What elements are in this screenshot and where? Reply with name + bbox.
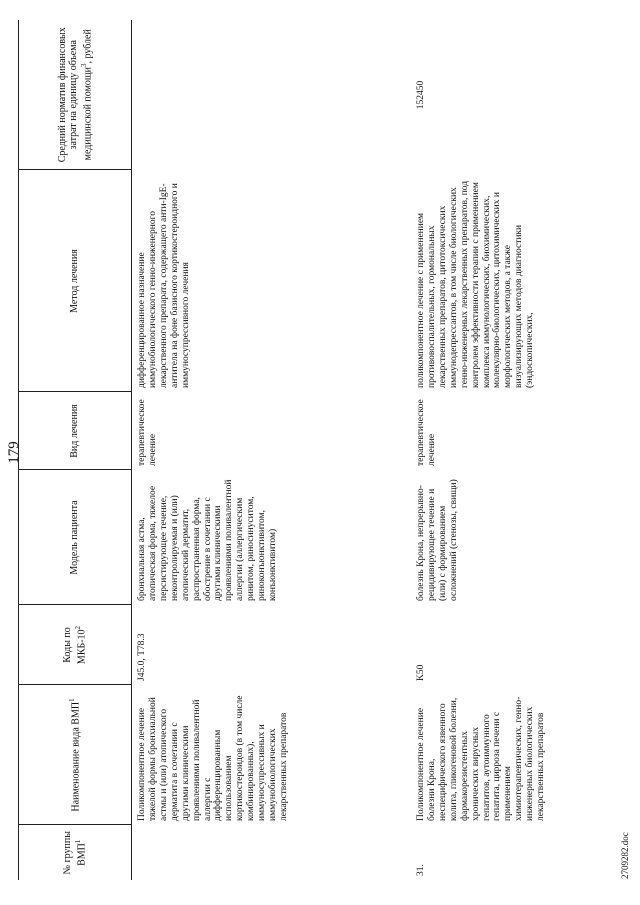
header-model: Модель пациента: [19, 470, 132, 605]
cell-group: 31.: [416, 864, 426, 876]
cell-type: терапевтическое лечение: [137, 399, 158, 466]
table-row: [132, 20, 412, 880]
table-row: [411, 20, 640, 880]
cell-group: [132, 825, 412, 880]
header-codes: Коды по МКБ-$10^2$: [19, 605, 132, 685]
header-method: Метод лечения: [19, 170, 132, 392]
cell-codes: J45.0, Т78.3: [137, 633, 147, 681]
cell-name: Поликомпонентное лечение тяжелой формы бронхиальной астмы и (или) атопического дерматита в сочетании с другими клиническими проявлениями поливалентной аллергии с дифференцированным использованием кортикостероидов (в том числе комбинированных), иммуносупрессивных и иммунобиологических лекарственных препаратов: [137, 695, 289, 821]
footer-doc-code: 2709282.doc: [620, 832, 630, 879]
cell-codes: K50: [416, 664, 426, 681]
cell-type: терапевтическое лечение: [416, 399, 437, 466]
cell-method: дифференцированное назначение иммунобиологического генно-инженерного лекарственного препарата, содержащего анти-IgE-антитела на фоне базисного кортикостероидного и иммуносупрессивного лечения: [137, 183, 191, 388]
vmp-table: [18, 20, 640, 880]
cell-cost: 152450: [416, 80, 426, 110]
cell-name: Поликомпонентное лечение болезни Крона, неспецифического язвенного колита, гликогеновой болезни, фармакорезистентных хронических вирусных гепатитов, аутоиммунного гепатита, цирроза печени с применением химиотерапевтических, генно-инженерных биологических лекарственных препаратов: [416, 696, 547, 821]
header-group: № группы ВМП$^1$: [19, 825, 132, 880]
page-number: 179: [6, 441, 22, 464]
header-cost: Средний норматив финансовых затрат на единицу объема медицинской помощи$^3$, рублей: [19, 20, 132, 170]
cell-method: поликомпонентное лечение с применением противовоспалительных, гормональных лекарственных препаратов, цитотоксических иммунодепрессантов, в том числе биологических генно-инженерных лекарственных препаратов, под контролем эффективности терапии с применением комплекса иммунологических, биохимических, молекулярно-биологических, цитохимических и морфологических методов, а также визуализирующих методов диагностики (эндоскопических,: [416, 180, 536, 388]
header-name: Наименование вида ВМП$^1$: [19, 685, 132, 825]
cell-model: бронхиальная астма, атопическая форма, тяжелое персистирующее течение, неконтролируемая и (или) атопический дерматит, распространенная форма, обострение в сочетании с другими клиническими проявлениями поливалентной аллергии (аллергическим ринитом, риносинуситом, риноконъюнктивитом, конъюнктивитом): [137, 479, 279, 601]
cell-cost: [132, 20, 412, 170]
cell-model: болезнь Крона, непрерывно-рецидивирующее течение и (или) с формированием осложнений (стенозы, свищи): [416, 479, 459, 601]
table-header-row: [19, 20, 132, 880]
header-type: Вид лечения: [19, 392, 132, 470]
